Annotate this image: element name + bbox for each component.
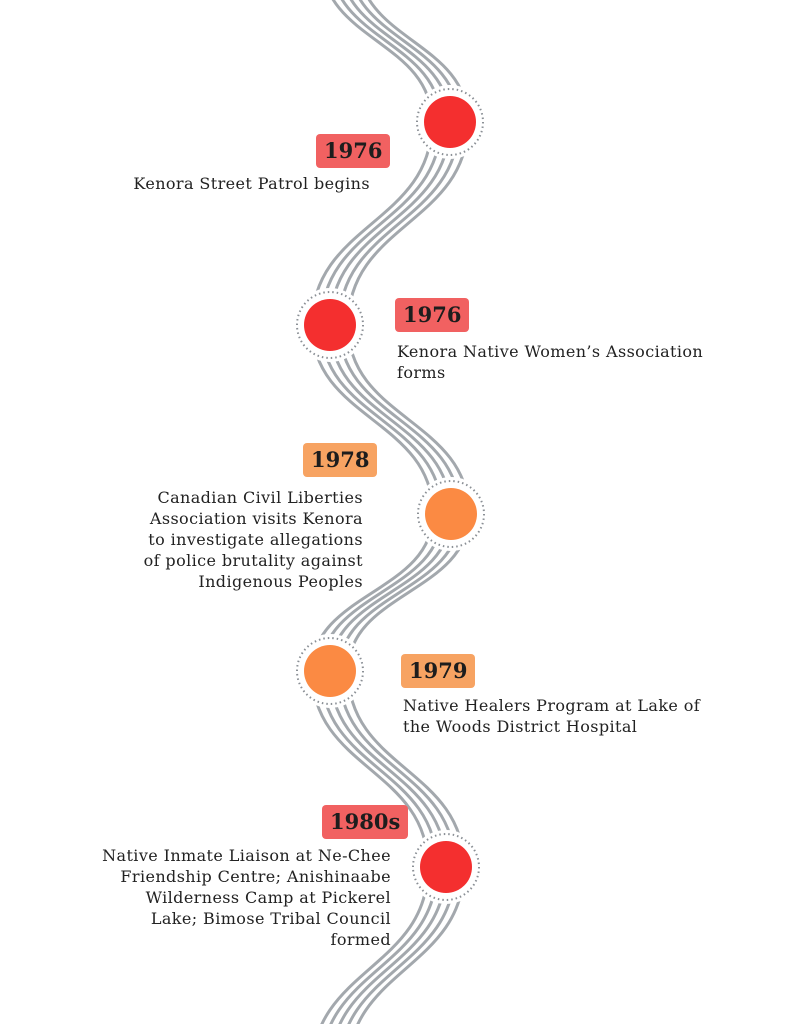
year-badge-3: 1978 xyxy=(303,443,377,477)
event-text-4: Native Healers Program at Lake of the Woods District Hospital xyxy=(403,696,701,736)
node-circle-5 xyxy=(420,841,472,893)
event-text-1: Kenora Street Patrol begins xyxy=(133,174,370,193)
year-badge-2: 1976 xyxy=(395,298,469,332)
year-badge-5: 1980s xyxy=(322,805,408,839)
node-circle-1 xyxy=(424,96,476,148)
year-badge-4: 1979 xyxy=(401,654,475,688)
event-text-2: Kenora Native Women’s Association forms xyxy=(397,342,704,382)
year-badge-1: 1976 xyxy=(316,134,390,168)
node-circle-3 xyxy=(425,488,477,540)
event-text-5: Native Inmate Liaison at Ne-Chee Friendship Centre; Anishinaabe Wilderness Camp at Pickerel Lake; Bimose Tribal Council formed xyxy=(102,846,391,949)
node-circle-4 xyxy=(304,645,356,697)
event-text-3: Canadian Civil Liberties Association visits Kenora to investigate allegations of police brutality against Indigenous Peoples xyxy=(143,488,363,591)
node-circle-2 xyxy=(304,299,356,351)
